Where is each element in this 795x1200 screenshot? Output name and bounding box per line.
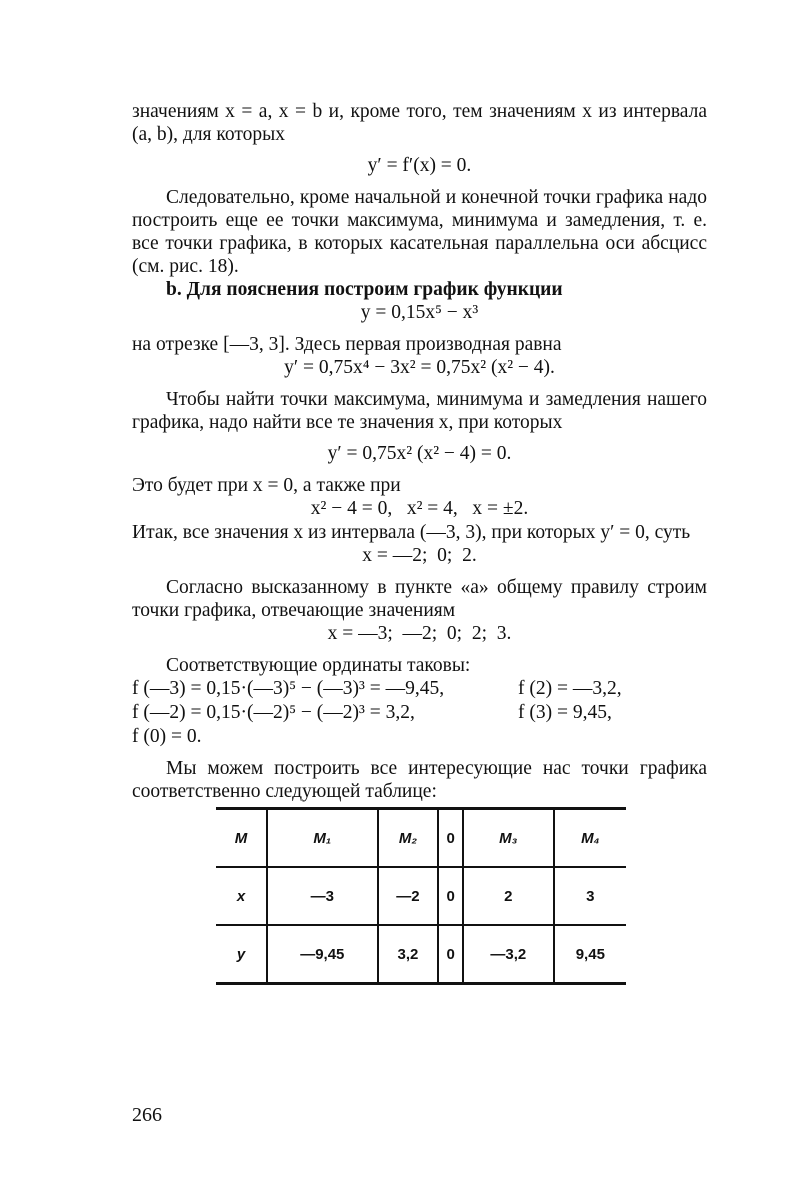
table-cell: M₃ [463,809,554,868]
table-row-x [216,867,626,925]
table-cell: x [216,867,267,925]
paragraph-9: Соответствующие ординаты таковы: [166,655,471,676]
table-cell: 3,2 [378,925,439,984]
table-cell: 0 [438,867,463,925]
ordinate-values [132,677,707,749]
table-cell: y [216,925,267,984]
table-row-y [216,925,626,984]
page-number: 266 [132,1104,162,1126]
formula-5: x² − 4 = 0, x² = 4, x = ±2. [310,498,529,519]
paragraph-7: Итак, все значения x из интервала (—3, 3), при которых y′ = 0, суть [132,522,691,543]
formula-7: x = —3; —2; 0; 2; 3. [327,623,512,644]
formula-3: y′ = 0,75x⁴ − 3x² = 0,75x² (x² − 4). [284,357,555,378]
value-f-2: f (2) = —3,2, [518,678,622,699]
formula-1: y′ = f′(x) = 0. [367,155,472,176]
table-row-header [216,809,626,868]
paragraph-2: Следовательно, кроме начальной и конечной точки графика надо построить еще ее точки максимума, минимума и замедления, т. е. все точки графика, в которых касательная параллельна оси абсцисс (см. рис. 18). [132,187,707,277]
paragraph-8: Согласно высказанному в пункте «a» общему правилу строим точки графика, отвечающие значениям [132,577,707,621]
formula-4: y′ = 0,75x² (x² − 4) = 0. [327,443,512,464]
table-cell: —3,2 [463,925,554,984]
value-f-0: f (0) = 0. [132,726,202,747]
value-f-3: f (3) = 9,45, [518,702,612,723]
points-table [216,807,626,985]
table-cell: M₂ [378,809,439,868]
table-cell: 3 [554,867,626,925]
table-cell: —3 [267,867,378,925]
table-cell: —9,45 [267,925,378,984]
table-cell: —2 [378,867,439,925]
table-cell: 2 [463,867,554,925]
table-cell: 0 [438,809,463,868]
paragraph-1: значениям x = a, x = b и, кроме того, тем значениям x из интервала (a, b), для которых [132,101,707,145]
table-cell: 0 [438,925,463,984]
paragraph-6: Это будет при x = 0, а также при [132,475,401,496]
formula-2: y = 0,15x⁵ − x³ [360,302,479,323]
table-cell: M [216,809,267,868]
paragraph-3: b. Для пояснения построим график функции [166,279,563,300]
value-f-minus3: f (—3) = 0,15·(—3)⁵ − (—3)³ = —9,45, [132,678,445,699]
formula-6: x = —2; 0; 2. [362,545,477,566]
value-f-minus2: f (—2) = 0,15·(—2)⁵ − (—2)³ = 3,2, [132,702,415,723]
page-body [132,100,707,985]
paragraph-5: Чтобы найти точки максимума, минимума и замедления нашего графика, надо найти все те значения x, при которых [132,389,707,433]
table-cell: M₁ [267,809,378,868]
table-cell: 9,45 [554,925,626,984]
paragraph-10: Мы можем построить все интересующие нас точки графика соответственно следующей таблице: [132,758,707,802]
table-cell: M₄ [554,809,626,868]
paragraph-4: на отрезке [—3, 3]. Здесь первая производная равна [132,334,562,355]
